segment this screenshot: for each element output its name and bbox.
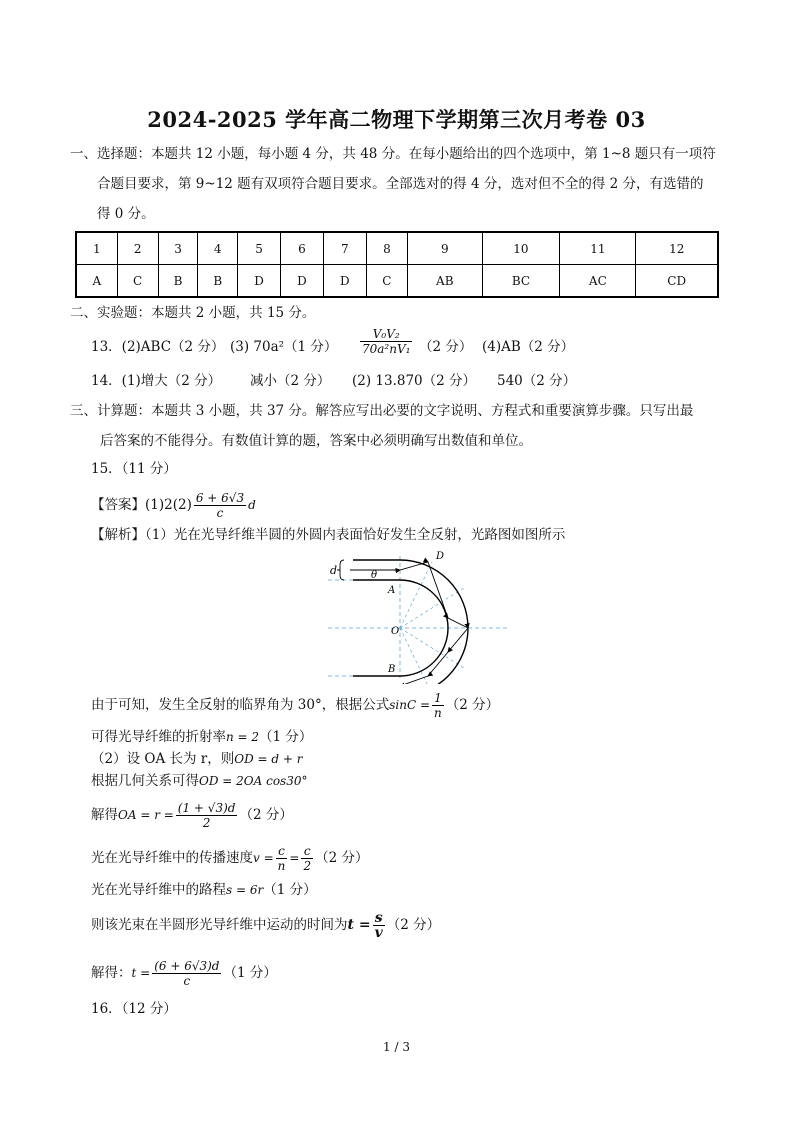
table-cell: 10 bbox=[482, 232, 560, 265]
q15-answer bbox=[91, 490, 256, 520]
fraction-denominator: c bbox=[216, 506, 224, 520]
fraction-numerator: (6 + 6√3)d bbox=[154, 959, 220, 973]
step-score: （2 分） bbox=[445, 697, 500, 713]
radial-line bbox=[400, 588, 464, 628]
step-9 bbox=[91, 958, 277, 988]
analysis-text: （1）光在光导纤维半圆的外圆内表面恰好发生全反射，光路图如图所示 bbox=[145, 527, 566, 543]
table-cell: D bbox=[238, 265, 281, 298]
step-formula: v = bbox=[253, 851, 274, 865]
section1-line1: 一、选择题：本题共 12 小题，每小题 4 分，共 48 分。在每小题给出的四个选项中，第 1~8 题只有一项符 bbox=[70, 146, 716, 162]
q15-heading: 15．（11 分） bbox=[91, 461, 177, 477]
step-formula: OA = r = bbox=[118, 808, 174, 822]
section1-line3: 得 0 分。 bbox=[97, 206, 155, 222]
q14-part3: (2) 13.870（2 分） bbox=[352, 373, 477, 389]
table-cell: 6 bbox=[281, 232, 324, 265]
table-cell: CD bbox=[636, 265, 718, 298]
label-A: A bbox=[388, 585, 396, 596]
step-text: 解得 bbox=[91, 807, 118, 823]
table-cell: B bbox=[158, 265, 198, 298]
table-cell: D bbox=[323, 265, 366, 298]
step-formula: t = bbox=[131, 966, 151, 980]
q13-part2: (3) 70a²（1 分） bbox=[230, 339, 338, 355]
section3-line1: 三、计算题：本题共 3 小题，共 37 分。解答应写出必要的文字说明、方程式和重要演算步骤。只写出最 bbox=[70, 403, 694, 419]
fraction-numerator: c bbox=[276, 844, 288, 859]
table-cell: BC bbox=[482, 265, 560, 298]
step-score: （1 分） bbox=[259, 729, 313, 745]
table-cell: AC bbox=[560, 265, 636, 298]
step-text: （2）设 OA 长为 r，则 bbox=[91, 751, 235, 767]
table-cell: 4 bbox=[198, 232, 238, 265]
step-formula: t = bbox=[347, 917, 371, 933]
q14-part4: 540（2 分） bbox=[497, 373, 577, 389]
step-5 bbox=[91, 800, 293, 830]
step-score: （2 分） bbox=[386, 917, 441, 933]
answer-label: 【答案】 bbox=[91, 497, 145, 513]
answer-table-answer-row bbox=[76, 265, 718, 298]
q14-part2: 减小（2 分） bbox=[250, 373, 331, 389]
fraction-numerator: V₀V₂ bbox=[360, 327, 412, 342]
step-1 bbox=[91, 690, 499, 720]
section3-line2: 后答案的不能得分。有数值计算的题，答案中必须明确写出数值和单位。 bbox=[100, 433, 532, 449]
step-4 bbox=[91, 766, 307, 796]
fraction-denominator: 70a²nV₁ bbox=[362, 342, 411, 356]
table-cell: B bbox=[198, 265, 238, 298]
step-score: （1 分） bbox=[263, 882, 317, 898]
page-number: 1 / 3 bbox=[383, 1040, 410, 1054]
step-text: 光在光导纤维中的路程 bbox=[91, 882, 226, 898]
fraction-numerator: 1 bbox=[432, 691, 444, 706]
table-cell: 5 bbox=[238, 232, 281, 265]
table-cell: D bbox=[281, 265, 324, 298]
label-theta: θ bbox=[371, 570, 378, 581]
table-cell: 1 bbox=[76, 232, 117, 265]
step-6 bbox=[91, 843, 368, 873]
table-cell: 2 bbox=[117, 232, 158, 265]
table-cell: AB bbox=[407, 265, 482, 298]
label-D: D bbox=[436, 551, 445, 562]
fraction-denominator: 2 bbox=[202, 816, 211, 830]
step-8 bbox=[91, 910, 440, 940]
step-text: 光在光导纤维中的传播速度 bbox=[91, 850, 253, 866]
fraction-denominator: n bbox=[434, 706, 442, 720]
step-formula: OD = d + r bbox=[234, 752, 303, 766]
analysis-label: 【解析】 bbox=[91, 527, 145, 543]
fraction-numerator: s bbox=[373, 911, 385, 926]
q13-part1: 13．(2)ABC（2 分） bbox=[91, 339, 225, 355]
label-B: B bbox=[388, 664, 396, 675]
answer-table bbox=[75, 231, 719, 298]
fraction-denominator: n bbox=[277, 859, 286, 873]
step-text: 根据几何关系可得 bbox=[91, 773, 199, 789]
step-text: 由于可知，发生全反射的临界角为 30°，根据公式 bbox=[91, 697, 390, 713]
step-text: 解得： bbox=[91, 965, 132, 981]
section1-line2: 合题目要求，第 9~12 题有双项符合题目要求。全部选对的得 4 分，选对但不全的得 2 分，有选错的 bbox=[97, 176, 704, 192]
table-cell: A bbox=[76, 265, 117, 298]
q13-part3: （2 分） bbox=[419, 339, 473, 355]
step-formula: OD = 2OA cos30° bbox=[199, 774, 308, 788]
table-cell: 7 bbox=[323, 232, 366, 265]
page-title: 2024-2025 学年高二物理下学期第三次月考卷 03 bbox=[147, 107, 646, 132]
optical-fiber-diagram bbox=[328, 548, 508, 684]
fraction-numerator: (1 + √3)d bbox=[177, 801, 236, 815]
label-d: d bbox=[330, 564, 338, 577]
q15-analysis bbox=[91, 520, 565, 550]
fraction-denominator: 2 bbox=[303, 859, 312, 873]
q14-part1: 14．(1)增大（2 分） bbox=[91, 373, 222, 389]
step-score: （1 分） bbox=[223, 965, 277, 981]
q16-heading: 16．（12 分） bbox=[91, 1001, 177, 1017]
table-cell: 3 bbox=[158, 232, 198, 265]
fraction-numerator: c bbox=[301, 844, 313, 859]
step-formula: sinC = bbox=[389, 698, 431, 712]
label-O: O bbox=[391, 626, 400, 637]
step-formula: s = 6r bbox=[226, 883, 264, 897]
step-score: （2 分） bbox=[315, 850, 369, 866]
q13-part4: (4)AB（2 分） bbox=[482, 339, 575, 355]
answer-tail: d bbox=[248, 498, 256, 512]
q13-fraction bbox=[360, 327, 412, 356]
fraction-denominator: c bbox=[183, 974, 191, 988]
answer-text: (1)2(2) bbox=[145, 497, 192, 513]
table-cell: C bbox=[366, 265, 407, 298]
radial-line bbox=[400, 628, 464, 668]
step-text: 则该光束在半圆形光导纤维中运动的时间为 bbox=[91, 917, 348, 933]
step-text: 可得光导纤维的折射率 bbox=[91, 729, 226, 745]
table-cell: 11 bbox=[560, 232, 636, 265]
step-formula: = bbox=[289, 851, 300, 865]
table-cell: 12 bbox=[636, 232, 718, 265]
step-formula: n = 2 bbox=[226, 730, 260, 744]
answer-table-number-row bbox=[76, 232, 718, 265]
step-7 bbox=[91, 875, 317, 905]
table-cell: 8 bbox=[366, 232, 407, 265]
fraction-denominator: v bbox=[374, 925, 383, 941]
table-cell: 9 bbox=[407, 232, 482, 265]
fraction-numerator: 6 + 6√3 bbox=[195, 491, 245, 505]
table-cell: C bbox=[117, 265, 158, 298]
section2-heading: 二、实验题：本题共 2 小题，共 15 分。 bbox=[70, 305, 316, 321]
d-bracket bbox=[337, 560, 344, 580]
step-score: （2 分） bbox=[239, 807, 293, 823]
